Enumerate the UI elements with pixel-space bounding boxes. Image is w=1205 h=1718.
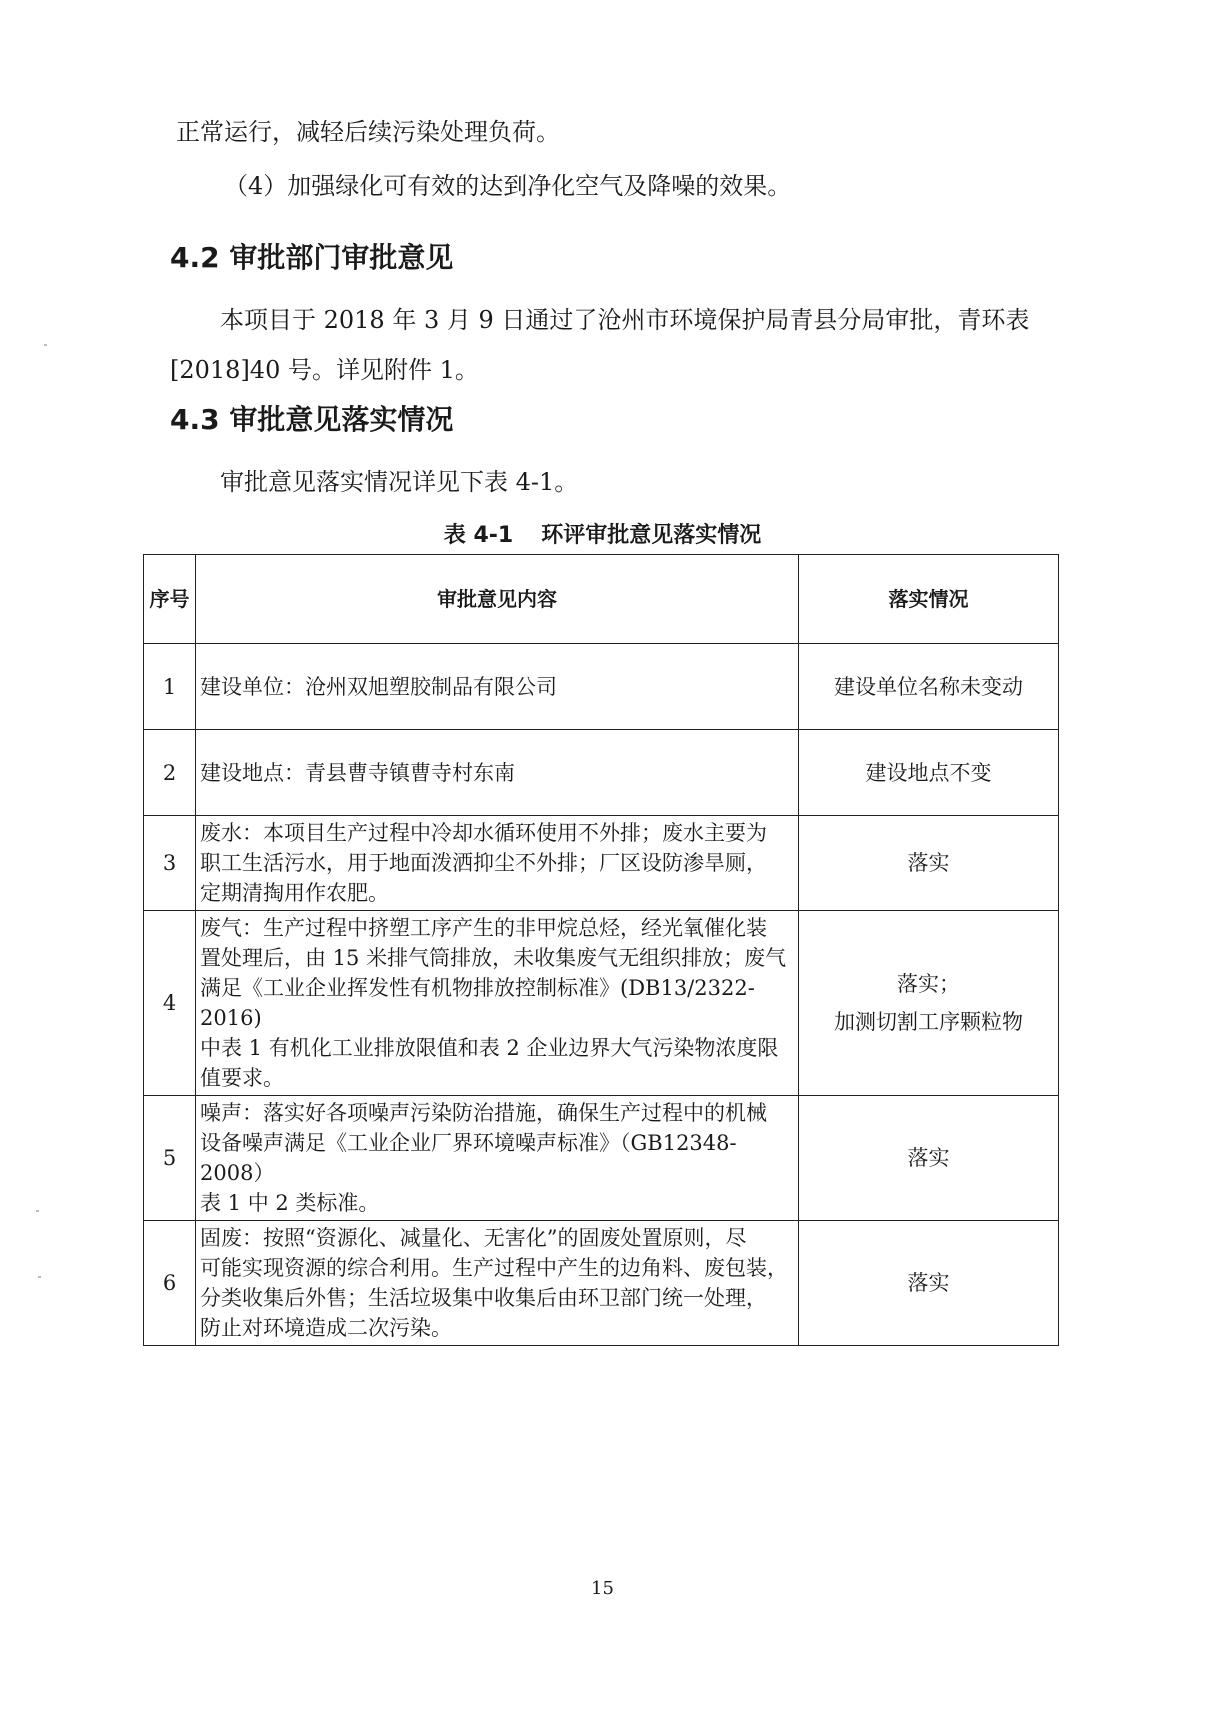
scan-speck [44,344,47,346]
table-row [144,644,1059,730]
table-row [144,1221,1059,1346]
content-line: 建设单位：沧州双旭塑胶制品有限公司 [200,674,557,699]
table-caption-number: 表 4-1 [443,523,514,548]
scan-speck [36,1210,39,1212]
row-status [799,911,1059,1096]
status-line: 落实 [907,1271,950,1295]
row-status [799,1096,1059,1221]
row-number: 6 [144,1221,196,1346]
section-4-2-heading: 4.2 审批部门审批意见 [170,241,454,274]
content-line: 满足《工业企业挥发性有机物排放控制标准》(DB13/2322-2016) [200,976,755,1030]
header-content: 审批意见内容 [196,555,799,644]
header-serial: 序号 [144,555,196,644]
row-status [799,730,1059,816]
row-status [799,816,1059,911]
table-caption [0,518,1205,549]
table-header-row [144,555,1059,644]
content-line: 职工生活污水，用于地面泼洒抑尘不外排；厂区设防渗旱厕， [200,851,767,875]
row-content [196,1096,799,1221]
approval-table [143,554,1059,1346]
row-number: 4 [144,911,196,1096]
content-line: 废气：生产过程中挤塑工序产生的非甲烷总烃，经光氧催化装 [200,916,767,940]
header-status: 落实情况 [799,555,1059,644]
status-line: 落实 [907,1146,950,1170]
status-line: 落实； [897,972,960,996]
section-4-2-text-line2: [2018]40 号。详见附件 1。 [170,356,479,384]
content-line: 定期清掏用作农肥。 [200,881,389,905]
section-4-3-text: 审批意见落实情况详见下表 4-1。 [220,468,579,496]
row-status [799,1221,1059,1346]
row-content [196,1221,799,1346]
content-line: 固废：按照“资源化、减量化、无害化”的固废处置原则，尽 [200,1226,747,1250]
content-line: 中表 1 有机化工业排放限值和表 2 企业边界大气污染物浓度限 [200,1036,779,1060]
status-line: 建设单位名称未变动 [834,674,1023,699]
section-4-3-heading: 4.3 审批意见落实情况 [170,403,454,436]
content-line: 设备噪声满足《工业企业厂界环境噪声标准》（GB12348-2008） [200,1131,737,1185]
section-4-2-text-line1: 本项目于 2018 年 3 月 9 日通过了沧州市环境保护局青县分局审批，青环表 [220,306,1030,334]
content-line: 分类收集后外售；生活垃圾集中收集后由环卫部门统一处理， [200,1286,767,1310]
row-content [196,911,799,1096]
page-number: 15 [591,1578,614,1599]
content-line: 噪声：落实好各项噪声污染防治措施，确保生产过程中的机械 [200,1101,767,1125]
content-line: 废水：本项目生产过程中冷却水循环使用不外排；废水主要为 [200,821,767,845]
table-row [144,730,1059,816]
status-line: 加测切割工序颗粒物 [834,1010,1023,1034]
table-row [144,911,1059,1096]
row-content [196,730,799,816]
content-line: 值要求。 [200,1066,284,1090]
paragraph-continuation: 正常运行，减轻后续污染处理负荷。 [176,118,560,146]
row-number: 2 [144,730,196,816]
row-number: 5 [144,1096,196,1221]
table-row [144,816,1059,911]
row-number: 1 [144,644,196,730]
status-line: 落实 [907,851,950,875]
paragraph-item-4: （4）加强绿化可有效的达到净化空气及降噪的效果。 [224,172,792,200]
row-number: 3 [144,816,196,911]
content-line: 置处理后，由 15 米排气筒排放，未收集废气无组织排放；废气 [200,946,787,970]
row-status [799,644,1059,730]
status-line: 建设地点不变 [865,760,992,785]
content-line: 防止对环境造成二次污染。 [200,1316,452,1340]
row-content [196,644,799,730]
content-line: 建设地点：青县曹寺镇曹寺村东南 [200,760,515,785]
row-content [196,816,799,911]
table-caption-title: 环评审批意见落实情况 [541,523,762,548]
content-line: 可能实现资源的综合利用。生产过程中产生的边角料、废包装， [200,1256,788,1280]
table-row [144,1096,1059,1221]
scan-speck [38,1276,41,1278]
content-line: 表 1 中 2 类标准。 [200,1191,380,1215]
